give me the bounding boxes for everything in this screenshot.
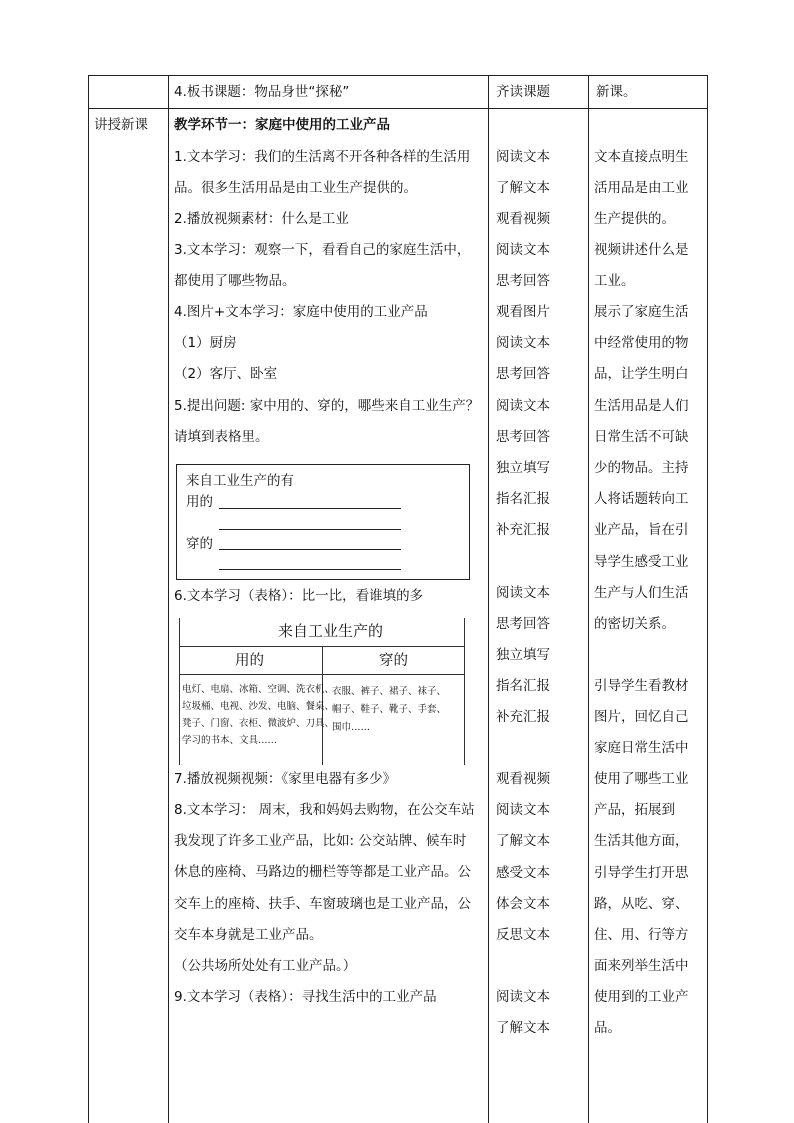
- content-line: 7.播放视频视频：《家里电器有多少》: [174, 771, 397, 787]
- note-line: 生产与人们生活: [594, 585, 689, 601]
- note-line: 的密切关系。: [594, 616, 675, 632]
- activity-item: 阅读文本: [496, 149, 550, 165]
- content-line: 8.文本学习： 周末，我和妈妈去购物，在公交车站: [174, 802, 475, 818]
- note-line: 展示了家庭生活: [594, 304, 689, 320]
- note-line: 引导学生打开思: [594, 865, 689, 881]
- note-line: 路，从吃、穿、: [594, 896, 689, 912]
- note-line: 业产品，旨在引: [594, 522, 689, 538]
- content-line: 6.文本学习（表格）：比一比，看谁填的多: [174, 588, 424, 604]
- note-line: 生活用品是人们: [594, 398, 689, 414]
- note-line: 中经常使用的物: [594, 335, 689, 351]
- content-line: 我发现了许多工业产品，比如: 公交站牌、候车时: [174, 833, 467, 849]
- used-items-line: 垃圾桶、电视、沙发、电脑、餐桌、: [182, 701, 335, 712]
- content-line: 请填到表格里。: [174, 429, 269, 445]
- note-line: 图片，回忆自己: [594, 709, 689, 725]
- content-line: 都使用了哪些物品。: [174, 273, 296, 289]
- activity-item: 阅读文本: [496, 398, 550, 414]
- row1-note: 新课。: [596, 84, 637, 100]
- activity-item: 独立填写: [496, 647, 550, 663]
- worn-items-line: 帽子、鞋子、靴子、手套、: [332, 704, 447, 715]
- used-items-line: 学习的书本、文具……: [182, 735, 278, 746]
- section-title: 教学环节一：家庭中使用的工业产品: [174, 117, 390, 133]
- content-line: （1）厨房: [174, 335, 237, 351]
- activity-item: 思考回答: [496, 429, 550, 445]
- note-line: 活用品是由工业: [594, 180, 689, 196]
- note-line: 使用到的工业产: [594, 989, 689, 1005]
- note-line: 使用了哪些工业: [594, 771, 689, 787]
- note-line: 品。: [594, 1020, 621, 1036]
- note-line: 文本直接点明生: [594, 149, 689, 165]
- activity-item: 阅读文本: [496, 242, 550, 258]
- content-line: （公共场所处处有工业产品。）: [174, 958, 357, 974]
- activity-item: 指名汇报: [496, 491, 550, 507]
- activity-item: 阅读文本: [496, 989, 550, 1005]
- content-line: 3.文本学习：观察一下，看看自己的家庭生活中，: [174, 242, 471, 258]
- answer-table-col-worn: 穿的: [379, 653, 408, 669]
- activity-item: 反思文本: [496, 927, 550, 943]
- activity-item: 观看图片: [496, 304, 550, 320]
- note-line: 品，让学生明白: [594, 366, 689, 382]
- worn-items-line: 衣服、裤子、裙子、袜子、: [332, 686, 447, 697]
- note-line: 少的物品。主持: [594, 460, 689, 476]
- activity-item: 了解文本: [496, 1020, 550, 1036]
- answer-table-header: 来自工业生产的: [278, 622, 384, 640]
- note-line: 家庭日常生活中: [594, 740, 689, 756]
- content-line: 1.文本学习：我们的生活离不开各种各样的生活用: [174, 149, 471, 165]
- activity-item: 阅读文本: [496, 335, 550, 351]
- row1-content: 4.板书课题：物品身世“探秘”: [174, 84, 350, 100]
- fill-in-used-label: 用的: [186, 494, 213, 510]
- content-line: 交车本身就是工业产品。: [174, 927, 323, 943]
- activity-item: 阅读文本: [496, 585, 550, 601]
- activity-item: 观看视频: [496, 771, 550, 787]
- note-line: 导学生感受工业: [594, 554, 689, 570]
- content-line: 2.播放视频素材：什么是工业: [174, 211, 349, 227]
- note-line: 工业。: [594, 273, 635, 289]
- content-line: 品。很多生活用品是由工业生产提供的。: [174, 180, 417, 196]
- activity-item: 了解文本: [496, 833, 550, 849]
- content-line: 交车上的座椅、扶手、车窗玻璃也是工业产品，公: [174, 896, 471, 912]
- content-line: 9.文本学习（表格）：寻找生活中的工业产品: [174, 989, 437, 1005]
- used-items-line: 凳子、门窗、衣柜、微波炉、刀具、: [182, 718, 335, 729]
- activity-item: 感受文本: [496, 865, 550, 881]
- note-line: 住、用、行等方: [594, 927, 689, 943]
- note-line: 生产提供的。: [594, 211, 675, 227]
- fill-in-worn-label: 穿的: [186, 536, 213, 552]
- activity-item: 思考回答: [496, 366, 550, 382]
- activity-item: 阅读文本: [496, 802, 550, 818]
- note-line: 日常生活不可缺: [594, 429, 689, 445]
- content-line: （2）客厅、卧室: [174, 366, 278, 382]
- activity-item: 补充汇报: [496, 709, 550, 725]
- activity-item: 思考回答: [496, 616, 550, 632]
- content-line: 5.提出问题: 家中用的、穿的，哪些来自工业生产？: [174, 398, 480, 414]
- worn-items-line: 围巾……: [332, 722, 371, 733]
- used-items-line: 电灯、电扇、冰箱、空调、洗衣机、: [182, 684, 335, 695]
- activity-item: 补充汇报: [496, 522, 550, 538]
- answer-table-col-used: 用的: [235, 653, 264, 669]
- activity-item: 思考回答: [496, 273, 550, 289]
- activity-item: 了解文本: [496, 180, 550, 196]
- note-line: 引导学生看教材: [594, 678, 689, 694]
- activity-item: 指名汇报: [496, 678, 550, 694]
- note-line: 面来列举生活中: [594, 958, 689, 974]
- activity-item: 观看视频: [496, 211, 550, 227]
- fill-in-title: 来自工业生产的有: [186, 473, 294, 489]
- content-line: 4.图片+文本学习：家庭中使用的工业产品: [174, 304, 428, 320]
- note-line: 视频讲述什么是: [594, 242, 689, 258]
- note-line: 生活其他方面，: [594, 833, 689, 849]
- content-line: 休息的座椅、马路边的栅栏等等都是工业产品。公: [174, 864, 471, 880]
- note-line: 产品，拓展到: [594, 802, 675, 818]
- row2-label: 讲授新课: [94, 117, 148, 133]
- activity-item: 独立填写: [496, 460, 550, 476]
- activity-item: 体会文本: [496, 896, 550, 912]
- row1-activity: 齐读课题: [496, 84, 550, 100]
- note-line: 人将话题转向工: [594, 491, 689, 507]
